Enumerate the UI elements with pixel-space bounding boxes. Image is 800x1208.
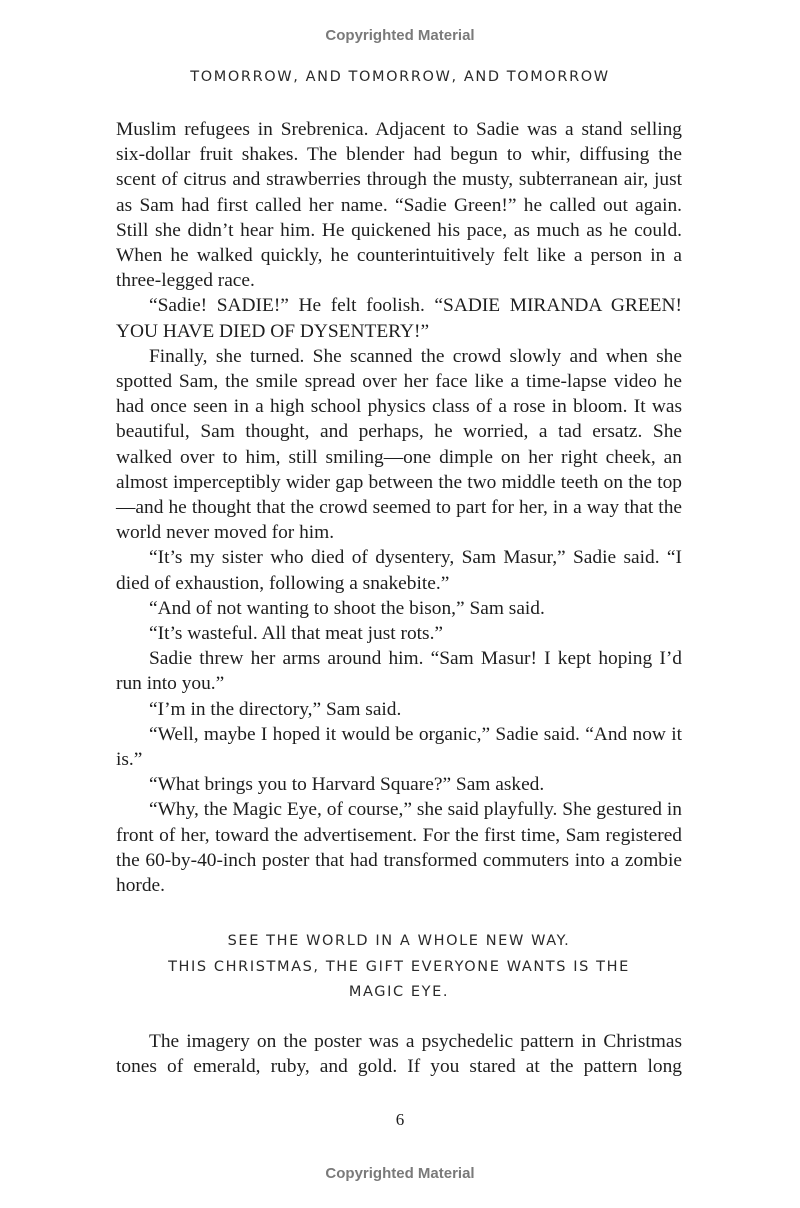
closing-text: [116, 1029, 682, 1079]
poster-quote: [116, 929, 682, 1006]
copyright-header: Copyrighted Material: [325, 27, 475, 44]
paragraph: Sadie threw her arms around him. “Sam Masur! I kept hoping I’d run into you.”: [116, 648, 682, 695]
paragraph: “What brings you to Harvard Square?” Sam asked.: [149, 774, 545, 796]
paragraph: “Well, maybe I hoped it would be organic,” Sadie said. “And now it is.”: [116, 723, 682, 771]
paragraph: Muslim refugees in Srebrenica. Adjacent to Sadie was a stand selling six-dollar fruit shakes. The blender had begun to whir, diffusing the scent of citrus and strawberries through the musty, subterranean air, just as Sam had first called her name. “Sadie Green!” he called out again. Still she didn’t hear him. He quickened his pace, as much as he could. When he walked quickly, he counterintuitively felt like a person in a three-legged race.: [116, 119, 682, 292]
copyright-footer: Copyrighted Material: [325, 1165, 475, 1182]
paragraph: “Why, the Magic Eye, of course,” she said playfully. She gestured in front of her, toward the advertisement. For the first time, Sam registered the 60-by-40-inch poster that had transformed commuters into a zombie horde.: [116, 799, 682, 897]
poster-line: SEE THE WORLD IN A WHOLE NEW WAY.: [227, 933, 571, 949]
paragraph: “I’m in the directory,” Sam said.: [149, 698, 402, 720]
poster-line: THIS CHRISTMAS, THE GIFT EVERYONE WANTS IS THE: [168, 958, 630, 975]
paragraph: “And of not wanting to shoot the bison,” Sam said.: [149, 597, 545, 619]
paragraph: “It’s my sister who died of dysentery, Sam Masur,” Sadie said. “I died of exhaustion, following a snakebite.”: [116, 547, 682, 594]
body-text: [116, 117, 682, 898]
page-number: 6: [395, 1110, 405, 1129]
running-head-title: TOMORROW, AND TOMORROW, AND TOMORROW: [190, 69, 610, 85]
paragraph: “Sadie! SADIE!” He felt foolish. “SADIE MIRANDA GREEN! YOU HAVE DIED OF DYSENTERY!”: [116, 295, 682, 342]
paragraph: Finally, she turned. She scanned the crowd slowly and when she spotted Sam, the smile spread over her face like a time-lapse video he had once seen in a high school physics class of a rose in bloom. It was beautiful, Sam thought, and perhaps, he worried, a tad ersatz. She walked over to him, still smiling—one dimple on her right cheek, an almost imperceptibly wider gap between the two middle teeth on the top—and he thought that the crowd seemed to part for her, in a way that the world never moved for him.: [116, 345, 682, 544]
paragraph: “It’s wasteful. All that meat just rots.”: [149, 623, 444, 645]
poster-line: MAGIC EYE.: [348, 984, 450, 1000]
paragraph: The imagery on the poster was a psychedelic pattern in Christmas tones of emerald, ruby, and gold. If you stared at the pattern long: [116, 1031, 682, 1078]
